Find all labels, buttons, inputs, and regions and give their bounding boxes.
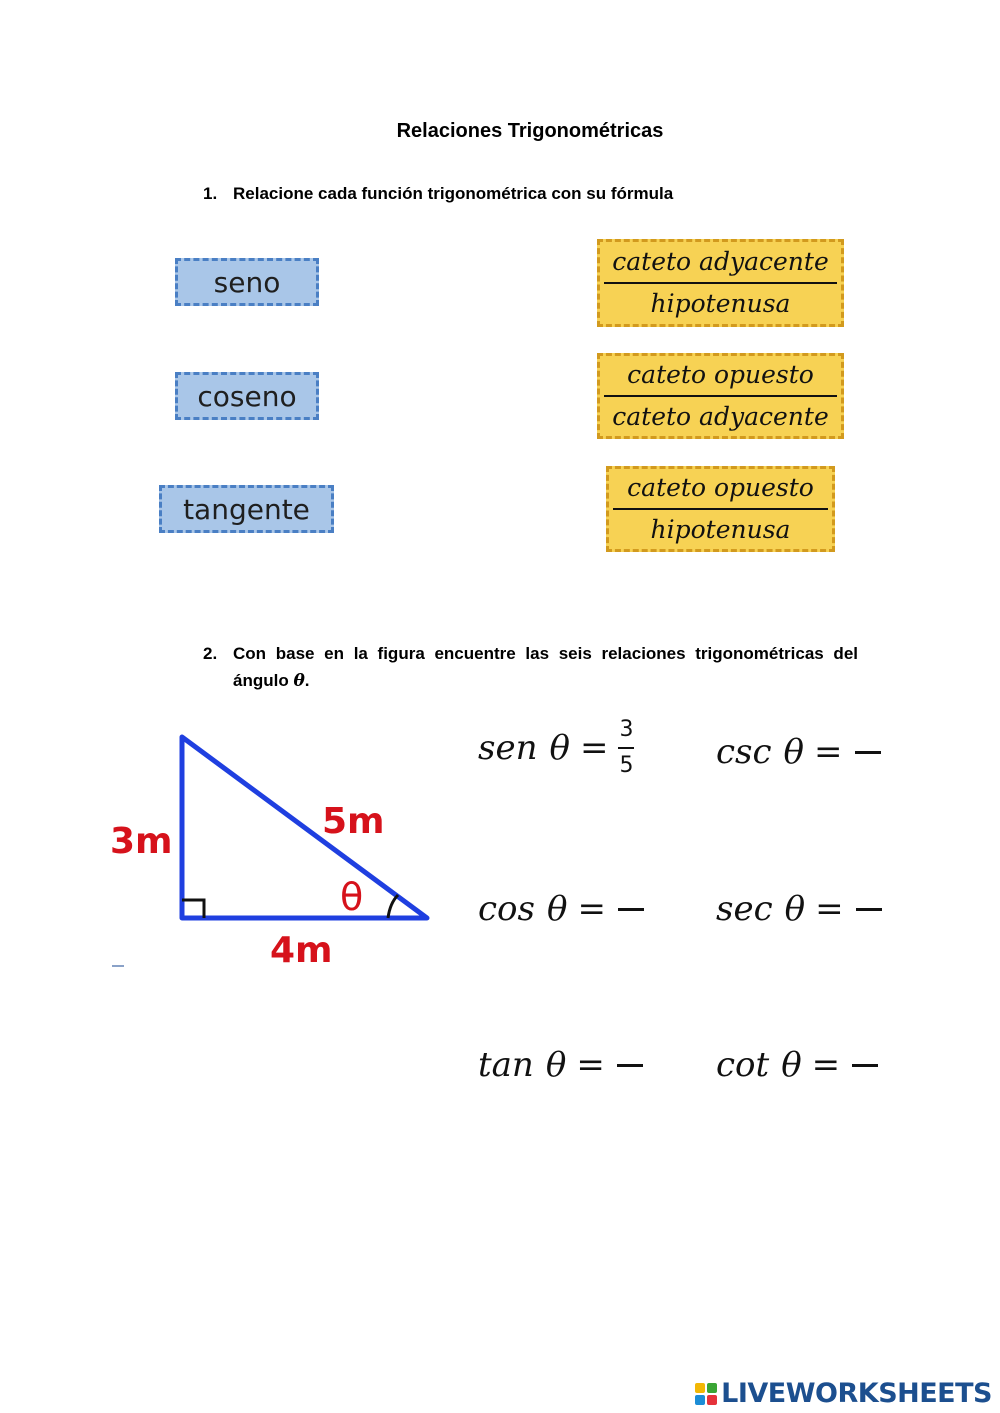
function-name: tan [478, 1045, 534, 1085]
function-name: csc [716, 732, 772, 772]
equation-sec [716, 889, 882, 929]
question-number: 1. [203, 184, 218, 203]
answer-blank[interactable] [852, 1064, 878, 1067]
function-label: tangente [183, 492, 310, 526]
equation-tan [478, 1045, 643, 1085]
fraction-bar [613, 508, 828, 510]
equals-sign: = [811, 1045, 841, 1085]
equation-cot [716, 1045, 878, 1085]
side-label-base: 4m [270, 930, 333, 971]
formula-card-1[interactable] [597, 239, 844, 327]
theta-symbol: θ [293, 671, 305, 691]
formula-denominator: hipotenusa [650, 289, 791, 318]
fraction-bar [604, 282, 837, 284]
formula-denominator: cateto adyacente [612, 402, 829, 431]
answer-blank[interactable] [617, 1064, 643, 1067]
question-1 [203, 180, 903, 207]
equals-sign: = [579, 728, 609, 768]
theta-symbol: θ [545, 1045, 567, 1085]
formula-denominator: hipotenusa [650, 515, 791, 544]
question-text: Con base en la figura encuentre las seis relaciones trigonométricas del ángulo [233, 644, 858, 690]
right-angle-marker [182, 900, 204, 918]
function-card-seno[interactable] [175, 258, 319, 306]
function-card-coseno[interactable] [175, 372, 319, 420]
function-name: sen [478, 728, 538, 768]
fraction-bar [618, 747, 634, 749]
formula-card-3[interactable] [606, 466, 835, 552]
answer-blank[interactable] [856, 908, 882, 911]
side-label-hypotenuse: 5m [322, 801, 385, 842]
fraction-bar [604, 395, 837, 397]
theta-symbol: θ [783, 732, 805, 772]
answer-blank[interactable] [618, 908, 644, 911]
theta-symbol: θ [781, 1045, 802, 1085]
angle-arc [388, 895, 398, 918]
formula-numerator: cateto adyacente [612, 247, 829, 276]
equals-sign: = [814, 732, 843, 772]
function-label: seno [213, 265, 281, 299]
formula-card-2[interactable] [597, 353, 844, 439]
equation-csc [716, 732, 881, 772]
question-2 [203, 640, 858, 696]
equals-sign: = [815, 889, 844, 929]
function-card-tangente[interactable] [159, 485, 334, 533]
formula-numerator: cateto opuesto [627, 360, 814, 389]
question-number: 2. [203, 644, 218, 663]
liveworksheets-logo-icon [695, 1383, 717, 1405]
question-end: . [304, 671, 310, 690]
answer-fraction [618, 718, 634, 778]
triangle-outline [182, 737, 427, 918]
theta-symbol: θ [546, 889, 568, 929]
answer-blank[interactable] [855, 751, 881, 754]
function-name: cot [716, 1045, 770, 1085]
equals-sign: = [576, 1045, 605, 1085]
equation-cos [478, 889, 644, 929]
function-name: cos [478, 889, 535, 929]
fraction-numerator: 3 [619, 717, 634, 742]
formula-numerator: cateto opuesto [627, 473, 814, 502]
right-triangle-figure [100, 720, 450, 980]
equals-sign: = [577, 889, 606, 929]
liveworksheets-logo[interactable] [695, 1378, 992, 1409]
angle-label-theta: θ [340, 875, 364, 919]
theta-symbol: θ [549, 728, 570, 768]
logo-text: LIVEWORKSHEETS [721, 1378, 992, 1409]
function-name: sec [716, 889, 773, 929]
function-label: coseno [197, 379, 297, 413]
theta-symbol: θ [784, 889, 806, 929]
side-label-vertical: 3m [110, 821, 173, 862]
equation-sen [478, 718, 634, 778]
fraction-denominator: 5 [619, 753, 634, 778]
page-title: Relaciones Trigonométricas [396, 120, 664, 142]
question-text: Relacione cada función trigonométrica con su fórmula [233, 184, 674, 203]
